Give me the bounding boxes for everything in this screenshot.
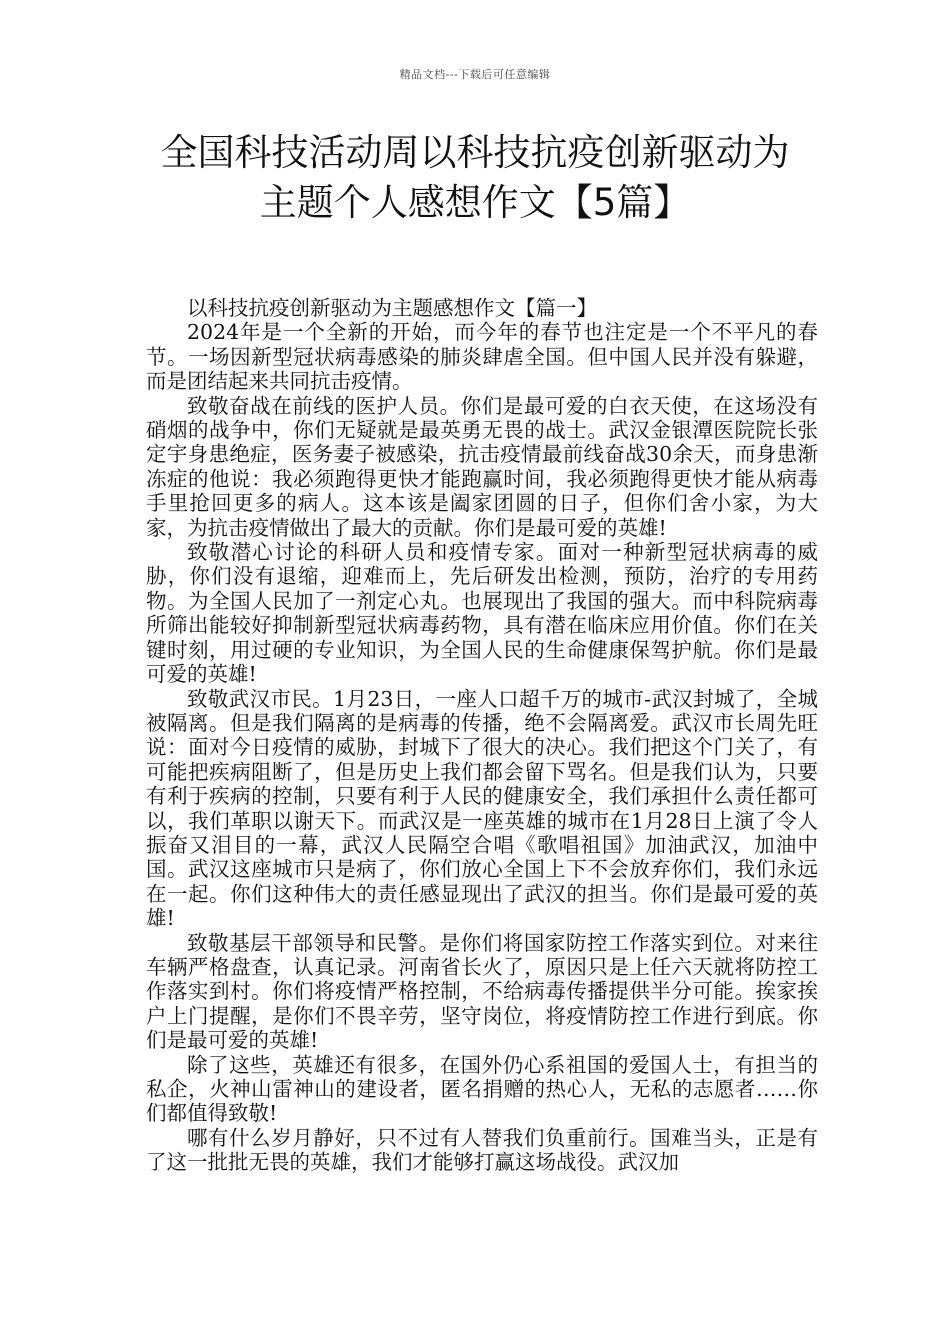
title-line-2: 主题个人感想作文【5篇】 — [259, 181, 691, 224]
document-title — [120, 128, 830, 228]
document-body — [146, 296, 818, 1175]
paragraph: 哪有什么岁月静好，只不过有人替我们负重前行。国难当头，正是有了这一批批无畏的英雄，我们才能够打赢这场战役。武汉加 — [146, 1125, 818, 1175]
paragraph: 致敬基层干部领导和民警。是你们将国家防控工作落实到位。对来往车辆严格盘查，认真记录。河南省长火了，原因只是上任六天就将防控工作落实到村。你们将疫情严格控制，不给病毒传播提供半分可能。挨家挨户上门提醒，是你们不畏辛劳，坚守岗位，将疫情防控工作进行到底。你们是最可爱的英雄! — [146, 930, 818, 1053]
paragraph: 致敬潜心讨论的科研人员和疫情专家。面对一种新型冠状病毒的威胁，你们没有退缩，迎难而上，先后研发出检测，预防，治疗的专用药物。为全国人民加了一剂定心丸。也展现出了我国的强大。而中科院病毒所筛出能较好抑制新型冠状病毒药物，具有潜在临床应用价值。你们在关键时刻，用过硬的专业知识，为全国人民的生命健康保驾护航。你们是最可爱的英雄! — [146, 540, 818, 687]
title-line-1: 全国科技活动周以科技抗疫创新驱动为 — [160, 131, 790, 174]
paragraph: 致敬奋战在前线的医护人员。你们是最可爱的白衣天使，在这场没有硝烟的战争中，你们无疑就是最英勇无畏的战士。武汉金银潭医院院长张定宇身患绝症，医务妻子被感染，抗击疫情最前线奋战30余天，而身患渐冻症的他说：我必须跑得更快才能跑赢时间，我必须跑得更快才能从病毒手里抢回更多的病人。这本该是阖家团圆的日子，但你们舍小家，为大家，为抗击疫情做出了最大的贡献。你们是最可爱的英雄! — [146, 393, 818, 540]
paragraph: 致敬武汉市民。1月23日，一座人口超千万的城市-武汉封城了，全城被隔离。但是我们隔离的是病毒的传播，绝不会隔离爱。武汉市长周先旺说：面对今日疫情的威胁，封城下了很大的决心。我们把这个门关了，有可能把疾病阻断了，但是历史上我们都会留下骂名。但是我们认为，只要有利于疾病的控制，只要有利于人民的健康安全，我们承担什么责任都可以，我们革职以谢天下。而武汉是一座英雄的城市在1月28日上演了令人振奋又泪目的一幕，武汉人民隔空合唱《歌唱祖国》加油武汉，加油中国。武汉这座城市只是病了，你们放心全国上下不会放弃你们，我们永远在一起。你们这种伟大的责任感显现出了武汉的担当。你们是最可爱的英雄! — [146, 686, 818, 931]
paragraph: 除了这些，英雄还有很多，在国外仍心系祖国的爱国人士，有担当的私企，火神山雷神山的建设者，匿名捐赠的热心人，无私的志愿者……你们都值得致敬! — [146, 1052, 818, 1126]
header-note: 精品文档---下载后可任意编辑 — [399, 68, 551, 81]
paragraph: 2024年是一个全新的开始，而今年的春节也注定是一个不平凡的春节。一场因新型冠状病毒感染的肺炎肆虐全国。但中国人民并没有躲避，而是团结起来共同抗击疫情。 — [146, 320, 818, 394]
section-heading: 以科技抗疫创新驱动为主题感想作文【篇一】 — [187, 296, 597, 320]
